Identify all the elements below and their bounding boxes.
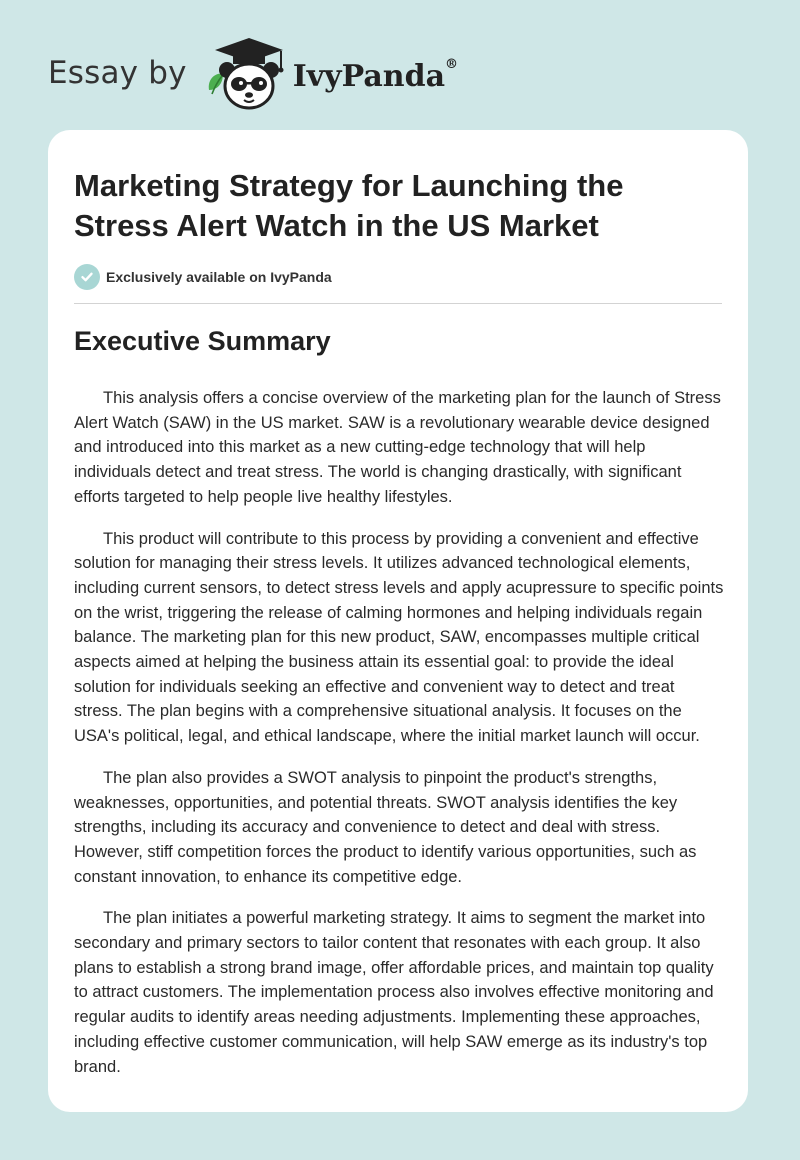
essay-by-label: Essay by xyxy=(48,55,187,91)
page-title: Marketing Strategy for Launching the Stress Alert Watch in the US Market xyxy=(74,168,624,243)
badge-label: Exclusively available on IvyPanda xyxy=(106,269,332,285)
section-heading: Executive Summary xyxy=(74,326,331,356)
paragraph: The plan initiates a powerful marketing strategy. It aims to segment the market into secondary and primary sectors to tailor content that resonates with each group. It also plans to establish a strong brand image, offer affordable prices, and maintain top quality to attract customers. The implementation process also involves effective monitoring and regular audits to identify areas needing adjustments. Implementing these approaches, including effective customer communication, will help SAW emerge as its industry's top brand. xyxy=(74,909,714,1076)
site-header xyxy=(48,34,458,114)
essay-body xyxy=(74,386,726,1096)
paragraph: The plan also provides a SWOT analysis to pinpoint the product's strengths, weaknesses, opportunities, and potential threats. SWOT analysis identifies the key strengths, including its accuracy and convenience to detect and deal with stress. However, stiff competition forces the product to identify various opportunities, such as constant innovation, to enhance its competitive edge. xyxy=(74,768,697,886)
paragraph: This analysis offers a concise overview of the marketing plan for the launch of Stress Alert Watch (SAW) in the US market. SAW is a revolutionary wearable device designed and introduced into this market as a new cutting-edge technology that will help individuals detect and treat stress. The world is changing drastically, with significant efforts targeted to help people live healthy lifestyles. xyxy=(74,389,721,506)
panda-graduate-icon xyxy=(203,34,289,114)
paragraph: This product will contribute to this process by providing a convenient and effective solution for managing their stress levels. It utilizes advanced technological elements, including current sensors, to detect stress levels and apply acupressure to specific points on the wrist, triggering the release of calming hormones and helping individuals regain balance. The marketing plan for this new product, SAW, encompasses multiple critical aspects aimed at helping the business attain its essential goal: to provide the ideal solution for individuals seeking an effective and convenient way to detect and treat stress. The plan begins with a comprehensive situational analysis. It focuses on the USA's political, legal, and ethical landscape, where the initial market launch will occur. xyxy=(74,529,724,746)
essay-card xyxy=(48,130,748,1112)
divider xyxy=(74,303,722,304)
exclusive-badge xyxy=(74,264,332,290)
check-icon xyxy=(74,264,100,290)
brand-name: IvyPanda® xyxy=(292,56,459,94)
registered-mark: ® xyxy=(445,56,459,72)
